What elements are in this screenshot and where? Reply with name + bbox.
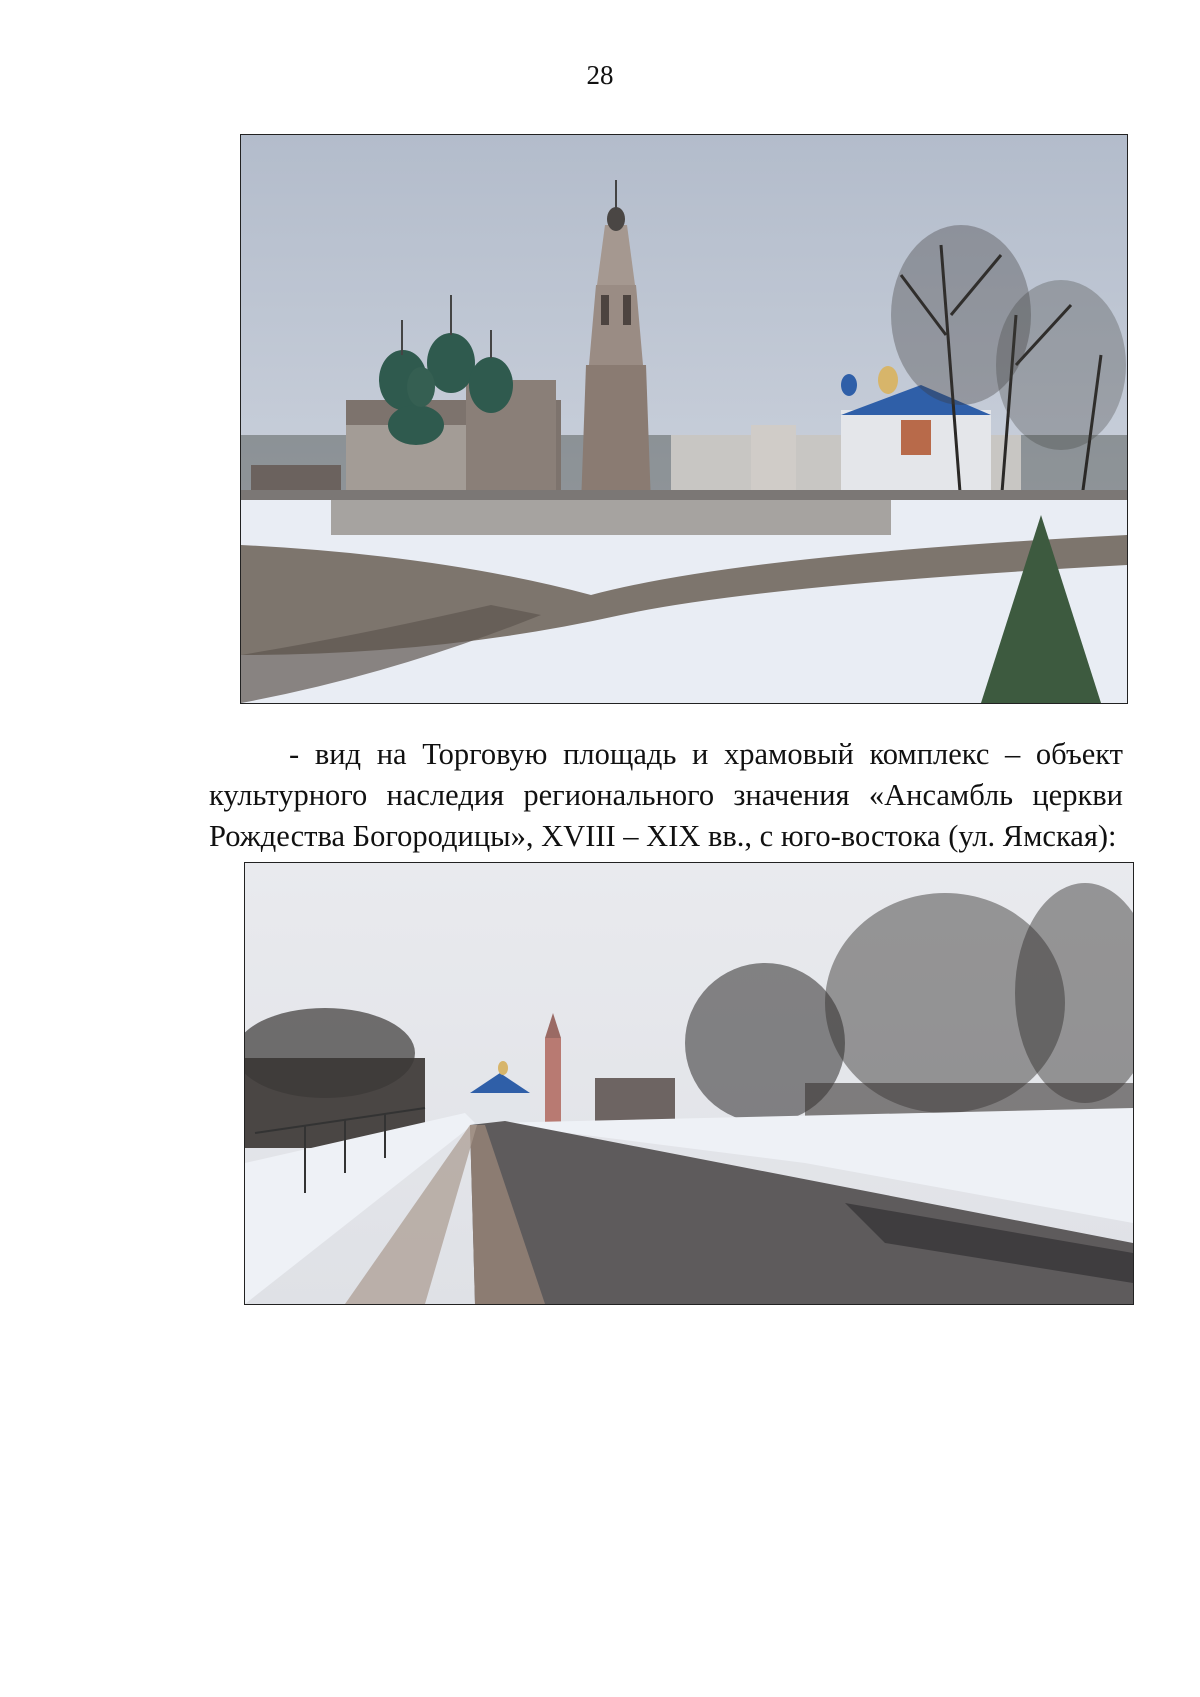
- caption-text: - вид на Торговую площадь и храмовый комплекс – объект культурного наследия регионального значения «Ансамбль церкви Рождества Богородицы», XVIII – XIX вв., с юго-востока (ул. Ямская):: [209, 737, 1123, 853]
- photo-street-view: [244, 862, 1134, 1305]
- photo-church-ensemble: [240, 134, 1128, 704]
- page-number: 28: [586, 60, 614, 90]
